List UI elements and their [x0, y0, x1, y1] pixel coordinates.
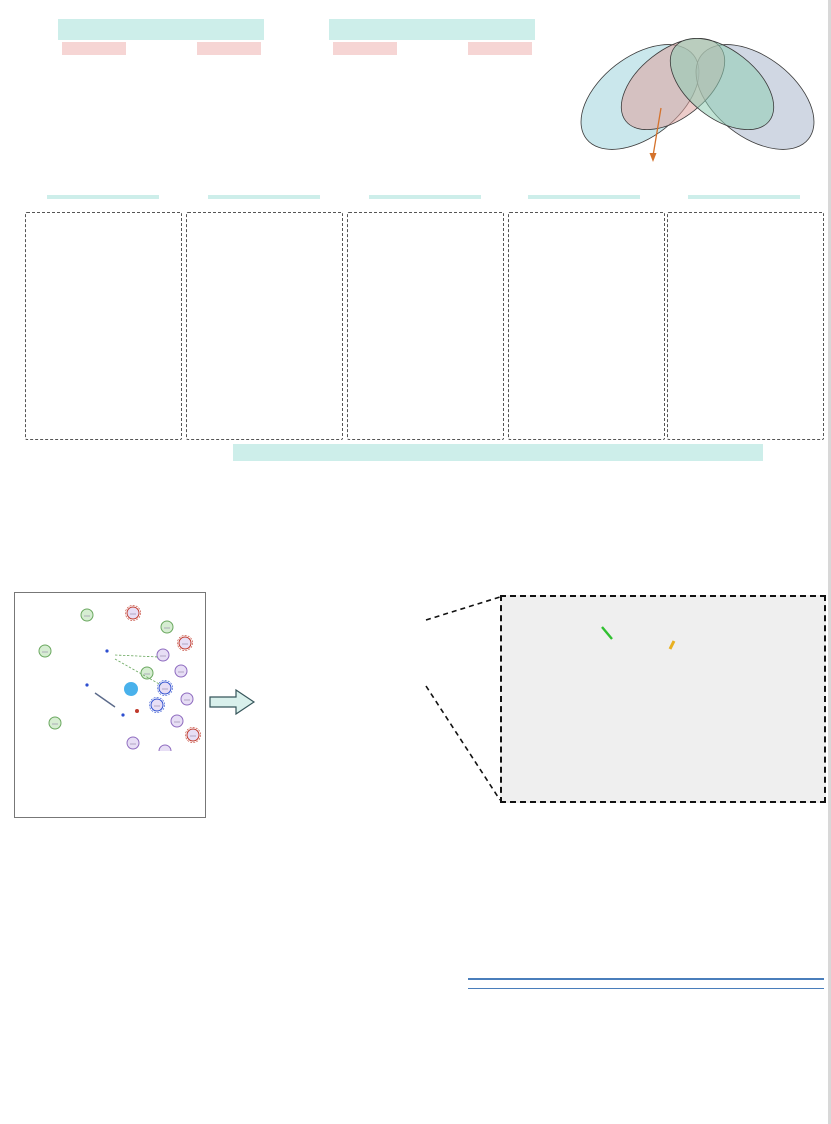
- drug-title-dasatinib: [47, 195, 159, 199]
- hbonds-plot: [300, 973, 460, 1116]
- volcano-plot-expr-bc2: [437, 56, 571, 190]
- scatter-az960-expr: [512, 215, 662, 325]
- scatter-entospletinib-fib: [671, 327, 821, 437]
- ligand-2d-diagram: [15, 593, 204, 751]
- scatter-entospletinib-expr: [671, 215, 821, 325]
- panel-a-sub-bc2: [197, 42, 261, 55]
- rmsd-plot: [22, 829, 280, 962]
- binding-site-sticks: [502, 597, 824, 801]
- dose-plot-azd1332: [182, 472, 340, 576]
- contribution-table: [468, 978, 824, 989]
- dose-plot-wz4003: [344, 472, 502, 576]
- volcano-plot-fib-bc1: [33, 56, 167, 190]
- panel-d-header: [233, 444, 763, 461]
- scatter-az960-fib: [512, 327, 662, 437]
- scatter-dasatinib-expr: [29, 215, 179, 325]
- scatter-wz4003-expr: [351, 215, 501, 325]
- volcano-plot-fib-bc2: [168, 56, 302, 190]
- dose-plot-dasatinib: [20, 472, 178, 576]
- binding-site-closeup: [500, 595, 826, 803]
- dose-plot-az960: [506, 472, 664, 576]
- table-col1-header: [468, 979, 646, 989]
- panel-a-group1-title: [58, 19, 264, 40]
- flow-arrow-icon: [208, 688, 256, 716]
- panel-a-group2-title: [329, 19, 535, 40]
- scatter-wz4003-fib: [351, 327, 501, 437]
- drug-title-az960: [528, 195, 640, 199]
- scatter-azd1332-expr: [190, 215, 340, 325]
- panel-a-sub-bc1: [62, 42, 126, 55]
- gyrate-plot: [560, 829, 824, 962]
- ligand-2d-interaction-box: [14, 592, 206, 818]
- dose-plot-entospletinib: [668, 472, 826, 576]
- scatter-azd1332-fib: [190, 327, 340, 437]
- scatter-dasatinib-fib: [29, 327, 179, 437]
- zoom-connector-lines: [420, 590, 504, 814]
- venn-diagram: [570, 12, 828, 164]
- sasa-plot: [20, 973, 292, 1116]
- drug-title-azd1332: [208, 195, 320, 199]
- rmsf-plot: [292, 829, 550, 962]
- volcano-plot-expr-bc1: [303, 56, 437, 190]
- table-col2-header: [646, 979, 824, 989]
- drug-title-wz4003: [369, 195, 481, 199]
- drug-title-entospletinib: [688, 195, 800, 199]
- panel-a-sub-bc1-2: [333, 42, 397, 55]
- panel-a-sub-bc2-2: [468, 42, 532, 55]
- energy-table-wrap: [468, 978, 824, 989]
